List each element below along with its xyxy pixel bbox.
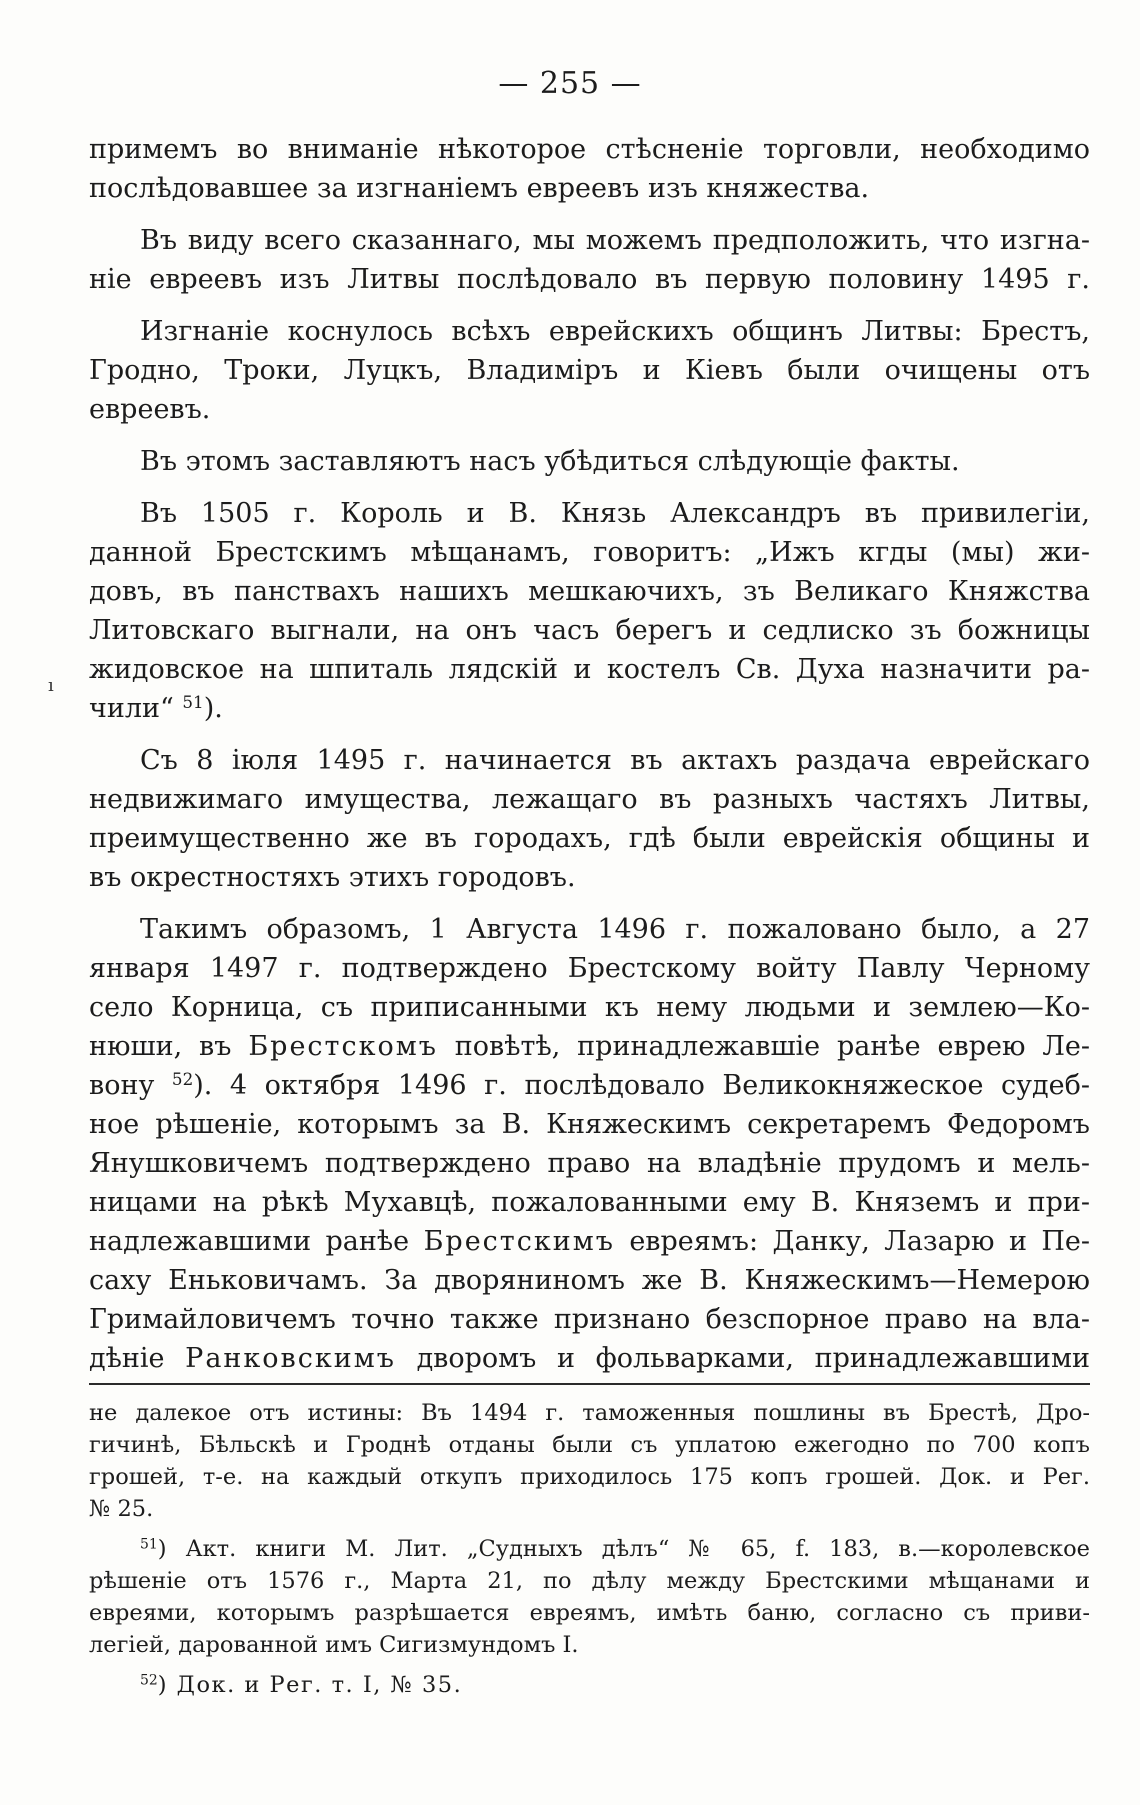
text-line: Съ 8 іюля 1495 г. начинается въ актахъ раздача еврейскаго	[140, 745, 1090, 776]
spaced-word: Брестскомъ	[248, 1031, 438, 1062]
text-line	[89, 691, 1090, 727]
text-line: января 1497 г. подтверждено Брестскому войту Павлу Черному	[89, 953, 1090, 984]
footnote-line: рѣшеніе отъ 1576 г., Марта 21, по дѣлу между Брестскими мѣщанами и	[89, 1568, 1090, 1594]
footnote-marker: 51	[140, 1536, 158, 1553]
footnote-line: грошей, т-е. на каждый откупъ приходилось 175 копъ грошей. Док. и Рег.	[89, 1464, 1090, 1490]
text-line: Литовскаго выгнали, на онъ часъ берегъ и седлиско зъ божницы	[89, 615, 1090, 646]
text-line: данной Брестскимъ мѣщанамъ, говоритъ: „Ижъ кгды (мы) жи-	[89, 537, 1090, 568]
text-line: Въ виду всего сказаннаго, мы можемъ предположить, что изгна-	[140, 225, 1090, 256]
text-fragment: ). 4 октября 1496 г. послѣдовало Великокняжеское судеб-	[193, 1070, 1090, 1101]
stray-print-mark: ı	[48, 675, 54, 696]
text-line: ніе евреевъ изъ Литвы послѣдовало въ первую половину 1495 г.	[89, 264, 1090, 295]
footnote-marker: 52	[140, 1672, 158, 1689]
text-line: евреевъ.	[89, 394, 211, 425]
footnote-51	[140, 1534, 1090, 1564]
text-fragment: повѣтѣ, принадлежавшіе ранѣе еврею Ле-	[454, 1031, 1090, 1062]
text-line: преимущественно же въ городахъ, гдѣ были еврейскія общины и	[89, 823, 1090, 854]
footnote-line: евреями, которымъ разрѣшается евреямъ, имѣть баню, согласно съ приви-	[89, 1600, 1090, 1626]
footnote-text: ) Док. и Рег. т. I, № 35.	[157, 1672, 463, 1698]
text-fragment: дѣніе	[89, 1343, 165, 1374]
text-line: недвижимаго имущества, лежащаго въ разныхъ частяхъ Литвы,	[89, 784, 1090, 815]
footnote-ref-52: 52	[171, 1068, 194, 1089]
text-line: Гримайловичемъ точно также признано безспорное право на вла-	[89, 1304, 1090, 1335]
text-line	[89, 1224, 1090, 1260]
text-line: ное рѣшеніе, которымъ за В. Княжескимъ секретаремъ Федоромъ	[89, 1109, 1090, 1140]
text-line: жидовское на шпиталь лядскій и костелъ Св. Духа назначити ра-	[89, 654, 1090, 685]
text-line: въ окрестностяхъ этихъ городовъ.	[89, 862, 576, 893]
text-line: село Корница, съ приписанными къ нему людьми и землею—Ко-	[89, 992, 1090, 1023]
text-line: саху Еньковичамъ. За дворяниномъ же В. Княжескимъ—Немерою	[89, 1265, 1090, 1296]
text-line	[89, 1029, 1090, 1065]
text-fragment: нюши, въ	[89, 1031, 232, 1062]
text-fragment: евреямъ: Данку, Лазарю и Пе-	[629, 1226, 1091, 1257]
footnote-divider	[89, 1383, 1090, 1385]
text-fragment: ).	[203, 693, 223, 724]
text-line: послѣдовавшее за изгнаніемъ евреевъ изъ княжества.	[89, 173, 870, 204]
text-fragment: дворомъ и фольварками, принадлежавшими	[416, 1343, 1090, 1374]
text-line: Янушковичемъ подтверждено право на владѣніе прудомъ и мель-	[89, 1148, 1090, 1179]
spaced-word: Ранковскимъ	[185, 1343, 396, 1374]
text-line	[89, 1068, 1090, 1104]
footnote-52	[140, 1670, 1090, 1700]
page-number: — 255 —	[498, 66, 642, 101]
text-line: Изгнаніе коснулось всѣхъ еврейскихъ общинъ Литвы: Брестъ,	[140, 316, 1090, 347]
text-fragment: надлежавшими ранѣе	[89, 1226, 410, 1257]
text-line	[89, 1341, 1090, 1377]
footnote-line: не далекое отъ истины: Въ 1494 г. таможенныя пошлины въ Брестѣ, Дро-	[89, 1400, 1090, 1426]
text-fragment: вону	[89, 1070, 155, 1101]
footnote-line: № 25.	[89, 1496, 154, 1522]
footnote-line: гичинѣ, Бѣльскѣ и Гроднѣ отданы были съ уплатою ежегодно по 700 копъ	[89, 1432, 1090, 1458]
quoted-word: чили“	[89, 693, 174, 724]
footnote-text: ) Акт. книги М. Лит. „Судныхъ дѣлъ“ № 65, f. 183, в.—королевское	[157, 1536, 1090, 1562]
text-line: довъ, въ панствахъ нашихъ мешкаючихъ, зъ Великаго Княжства	[89, 576, 1090, 607]
text-line: примемъ во вниманіе нѣкоторое стѣсненіе торговли, необходимо	[89, 134, 1090, 165]
text-line: Въ этомъ заставляютъ насъ убѣдиться слѣдующіе факты.	[140, 446, 960, 477]
text-line: Въ 1505 г. Король и В. Князь Александръ въ привилегіи,	[140, 498, 1090, 529]
text-line: Гродно, Троки, Луцкъ, Владиміръ и Кіевъ были очищены отъ	[89, 355, 1090, 386]
spaced-word: Брестскимъ	[423, 1226, 615, 1257]
footnote-ref-51: 51	[182, 691, 204, 712]
text-line: ницами на рѣкѣ Мухавцѣ, пожалованными ему В. Княземъ и при-	[89, 1187, 1090, 1218]
text-line: Такимъ образомъ, 1 Августа 1496 г. пожаловано было, а 27	[140, 914, 1090, 945]
footnote-line: легіей, дарованной имъ Сигизмундомъ I.	[89, 1632, 579, 1658]
